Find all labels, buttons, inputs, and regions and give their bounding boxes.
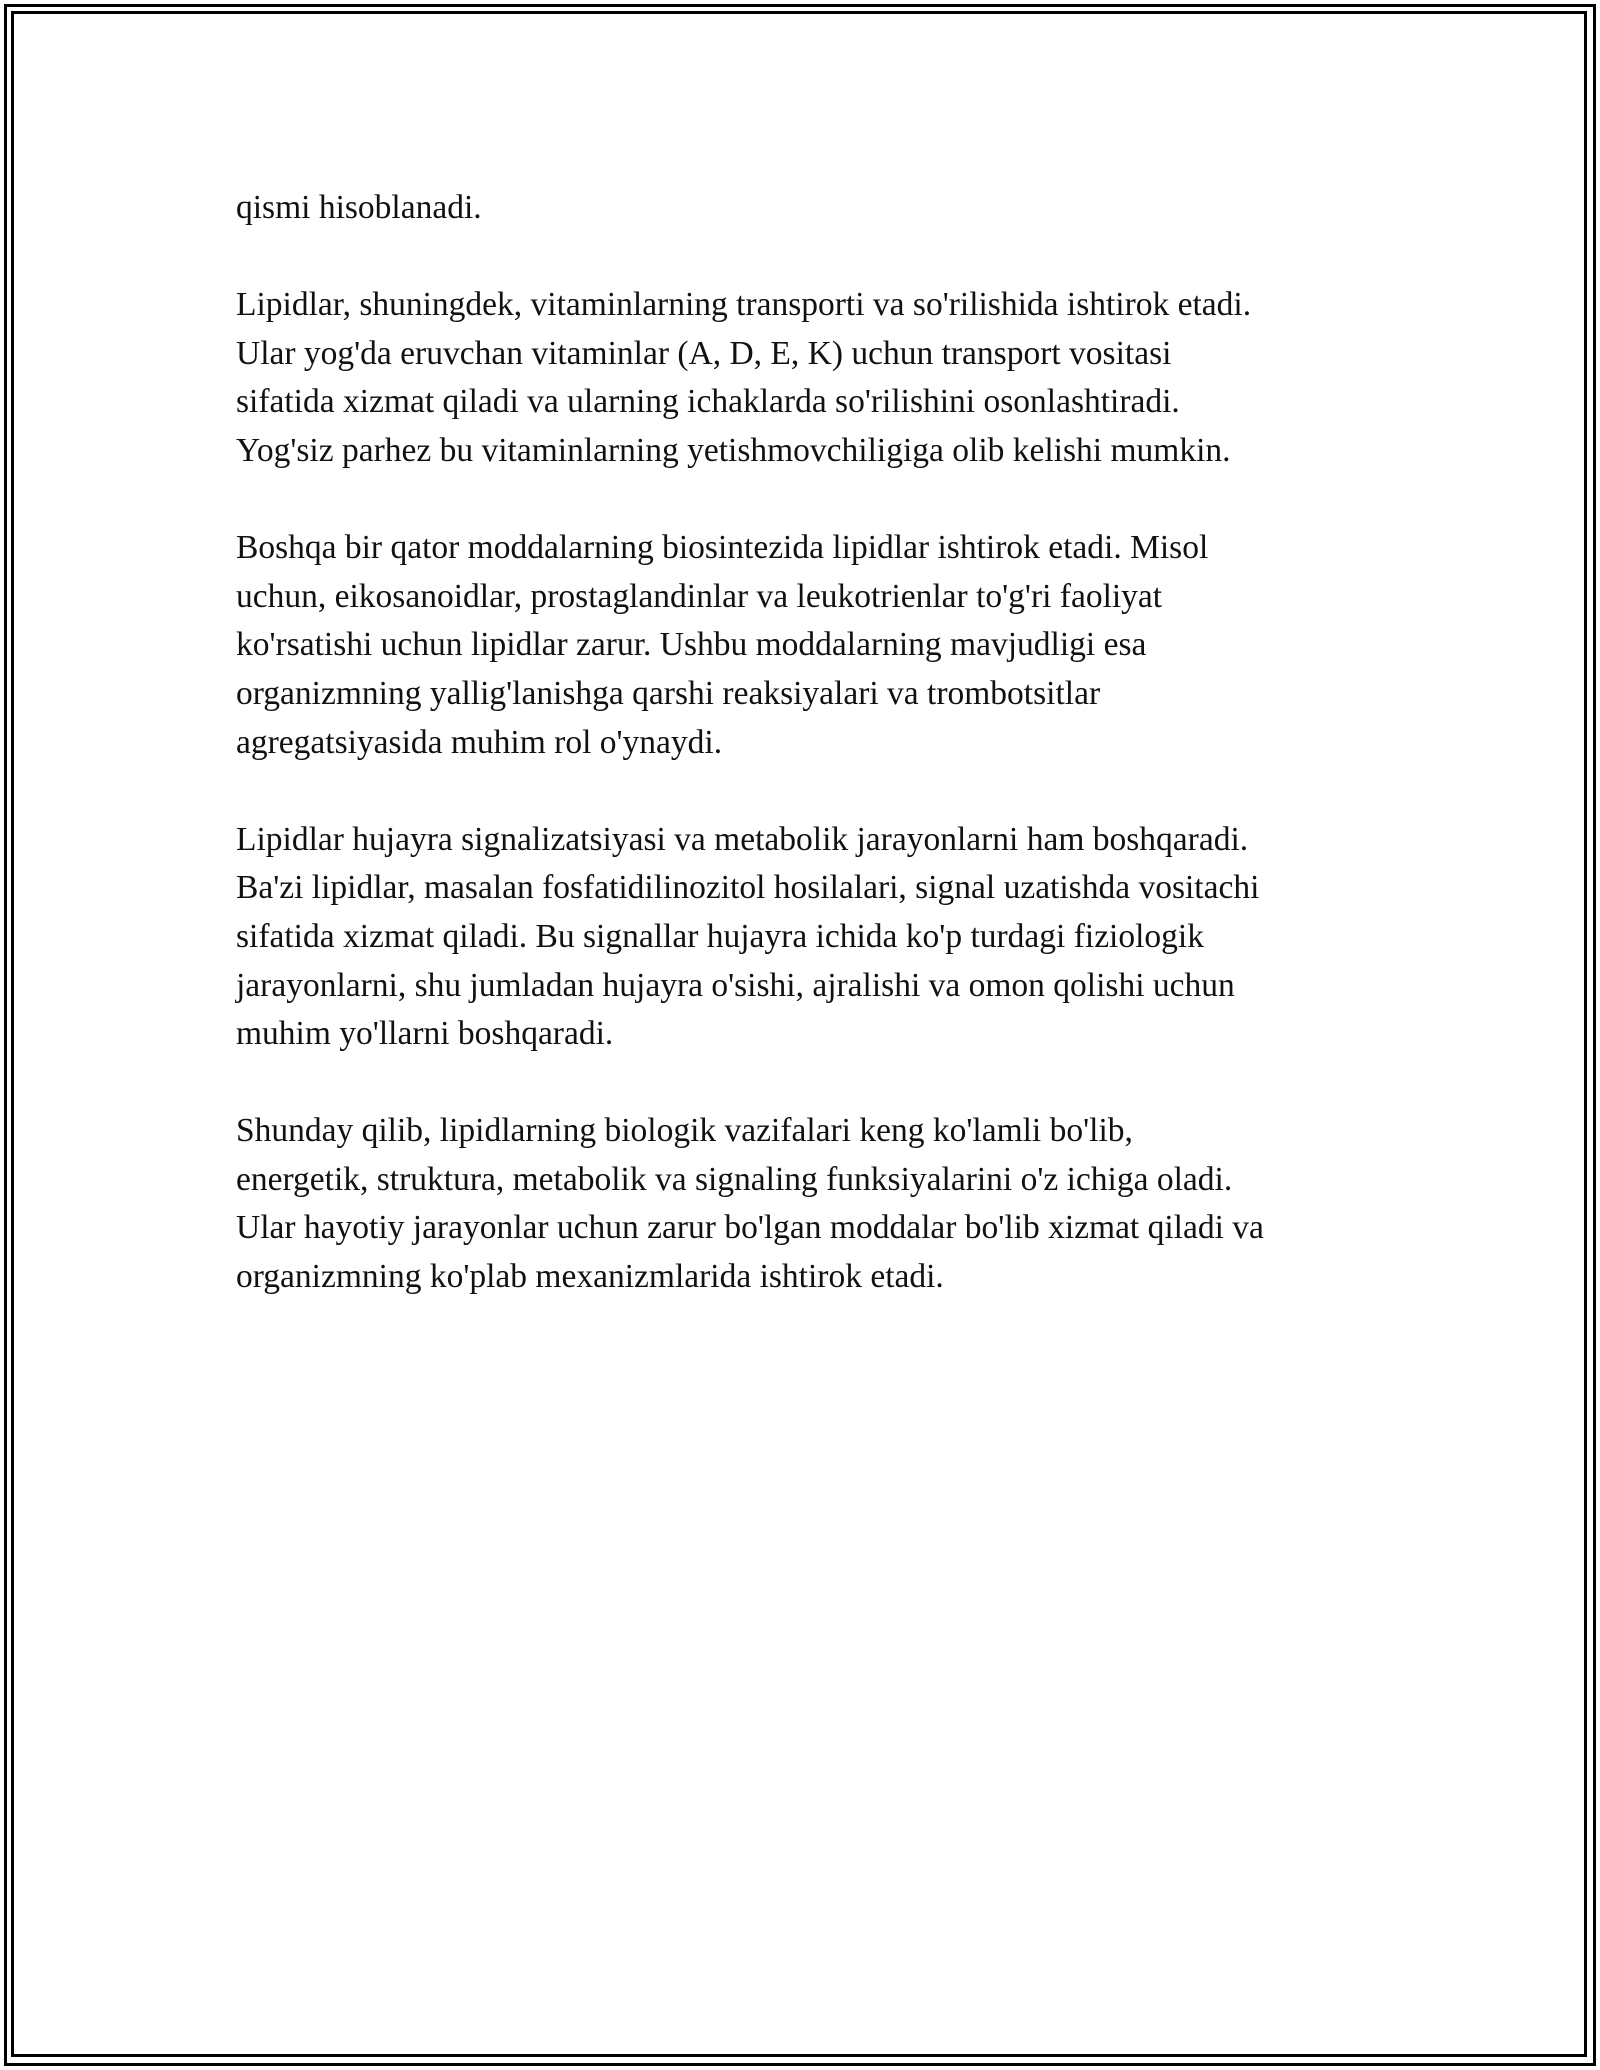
text-line: uchun, eikosanoidlar, prostaglandinlar va leukotrienlar to'g'ri faoliyat (236, 577, 1163, 615)
text-line: Boshqa bir qator moddalarning biosintezida lipidlar ishtirok etadi. Misol (236, 529, 1209, 567)
text-line: Ular yog'da eruvchan vitaminlar (A, D, E, K) uchun transport vositasi (236, 334, 1172, 372)
text-line: qismi hisoblanadi. (236, 189, 482, 226)
text-line: agregatsiyasida muhim rol o'ynaydi. (236, 723, 723, 761)
text-line: ko'rsatishi uchun lipidlar zarur. Ushbu moddalarning mavjudligi esa (236, 626, 1147, 664)
text-line: Lipidlar hujayra signalizatsiyasi va metabolik jarayonlarni ham boshqaradi. (236, 820, 1249, 858)
text-line: Ba'zi lipidlar, masalan fosfatidilinozitol hosilalari, signal uzatishda vositachi (236, 869, 1260, 907)
text-line: Shunday qilib, lipidlarning biologik vazifalari keng ko'lamli bo'lib, (236, 1112, 1133, 1150)
text-line: sifatida xizmat qiladi va ularning ichaklarda so'rilishini osonlashtiradi. (236, 383, 1180, 421)
text-line: Ular hayotiy jarayonlar uchun zarur bo'lgan moddalar bo'lib xizmat qiladi va (236, 1209, 1264, 1247)
text-line: organizmning ko'plab mexanizmlarida ishtirok etadi. (236, 1258, 944, 1296)
text-line: Yog'siz parhez bu vitaminlarning yetishmovchiligiga olib kelishi mumkin. (236, 431, 1231, 469)
paragraph-conclusion (236, 1107, 1386, 1301)
text-line: Lipidlar, shuningdek, vitaminlarning transporti va so'rilishida ishtirok etadi. (236, 286, 1252, 324)
paragraph-vitamins (236, 281, 1386, 475)
document-body (236, 184, 1386, 1350)
paragraph-biosynthesis (236, 524, 1386, 767)
text-line: organizmning yallig'lanishga qarshi reaksiyalari va trombotsitlar (236, 674, 1101, 712)
text-line: sifatida xizmat qiladi. Bu signallar hujayra ichida ko'p turdagi fiziologik (236, 917, 1204, 955)
text-line: energetik, struktura, metabolik va signaling funksiyalarini o'z ichiga oladi. (236, 1160, 1233, 1198)
paragraph-continuation (236, 184, 1386, 233)
text-line: jarayonlarni, shu jumladan hujayra o'sishi, ajralishi va omon qolishi uchun (236, 966, 1235, 1004)
paragraph-signaling (236, 816, 1386, 1059)
text-line: muhim yo'llarni boshqaradi. (236, 1015, 614, 1053)
